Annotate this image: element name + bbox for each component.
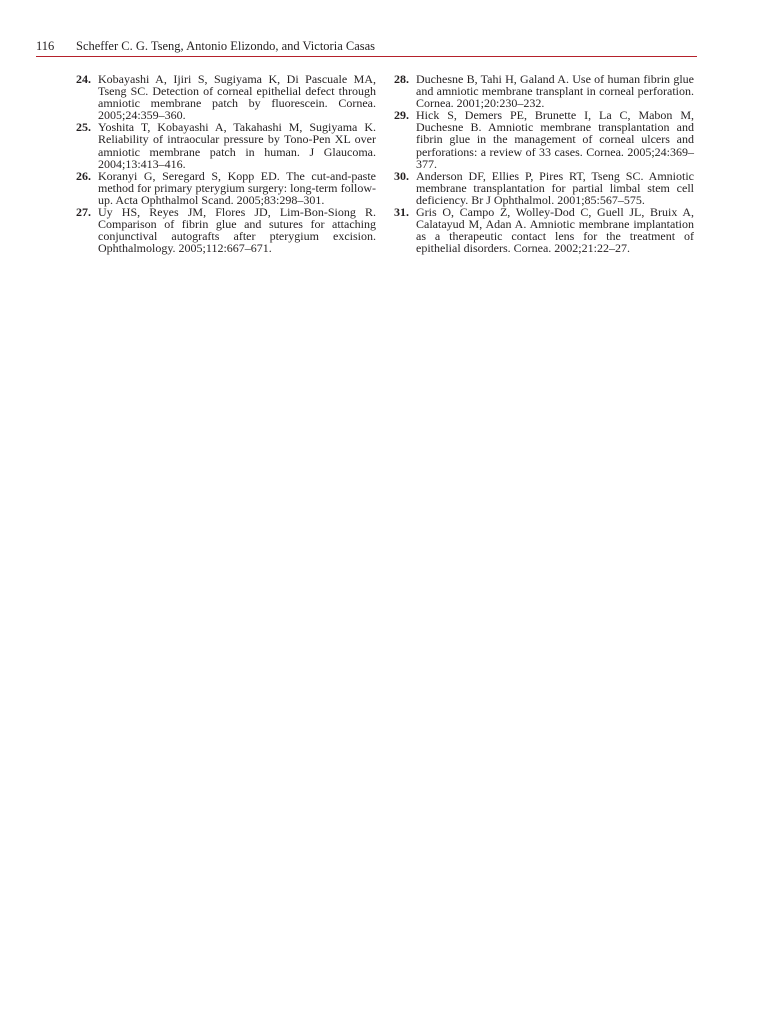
reference-text: Hick S, Demers PE, Brunette I, La C, Mabon M, Duchesne B. Amniotic membrane transplantation and fibrin glue in the management of corneal ulcers and perforations: a review of 33 cases. Cornea. 2005;24:369–377. (416, 108, 694, 171)
reference-item (76, 121, 376, 169)
reference-number: 31. (394, 205, 409, 220)
reference-text: Duchesne B, Tahi H, Galand A. Use of human fibrin glue and amniotic membrane transplant in corneal perforation. Cornea. 2001;20:230–232. (416, 72, 694, 111)
reference-text: Gris O, Campo Z, Wolley-Dod C, Guell JL, Bruix A, Calatayud M, Adan A. Amniotic membrane implantation as a therapeutic contact lens for the treatment of epithelial disorders. Cornea. 2002;21:22–27. (416, 205, 694, 256)
reference-number: 26. (76, 168, 91, 183)
reference-item (76, 73, 376, 121)
reference-number: 25. (76, 120, 91, 135)
reference-number: 30. (394, 168, 409, 183)
reference-item (394, 170, 694, 206)
reference-number: 29. (394, 108, 409, 123)
page-number: 116 (36, 39, 55, 53)
reference-number: 27. (76, 205, 91, 220)
reference-text: Kobayashi A, Ijiri S, Sugiyama K, Di Pascuale MA, Tseng SC. Detection of corneal epithelial defect through amniotic membrane patch by fluorescein. Cornea. 2005;24:359–360. (98, 72, 376, 123)
reference-item (394, 73, 694, 109)
reference-text: Anderson DF, Ellies P, Pires RT, Tseng SC. Amniotic membrane transplantation for partial limbal stem cell deficiency. Br J Ophthalmol. 2001;85:567–575. (416, 168, 694, 207)
reference-number: 28. (394, 72, 409, 86)
reference-text: Uy HS, Reyes JM, Flores JD, Lim-Bon-Siong R. Comparison of fibrin glue and sutures for attaching conjunctival autografts after pterygium excision. Ophthalmology. 2005;112:667–671. (98, 205, 376, 256)
reference-text: Koranyi G, Seregard S, Kopp ED. The cut-and-paste method for primary pterygium surgery: long-term follow-up. Acta Ophthalmol Scand. 2005;83:298–301. (98, 168, 376, 207)
reference-item (76, 170, 376, 206)
reference-item (394, 109, 694, 169)
references-column-left (76, 73, 376, 254)
running-head-authors: Scheffer C. G. Tseng, Antonio Elizondo, and Victoria Casas (76, 39, 376, 53)
reference-number: 24. (76, 72, 91, 86)
reference-item (76, 206, 376, 254)
references-column-right (394, 73, 694, 254)
page-header (36, 36, 697, 57)
reference-item (394, 206, 694, 254)
reference-text: Yoshita T, Kobayashi A, Takahashi M, Sugiyama K. Reliability of intraocular pressure by Tono-Pen XL over amniotic membrane patch in human. J Glaucoma. 2004;13:413–416. (98, 120, 376, 171)
